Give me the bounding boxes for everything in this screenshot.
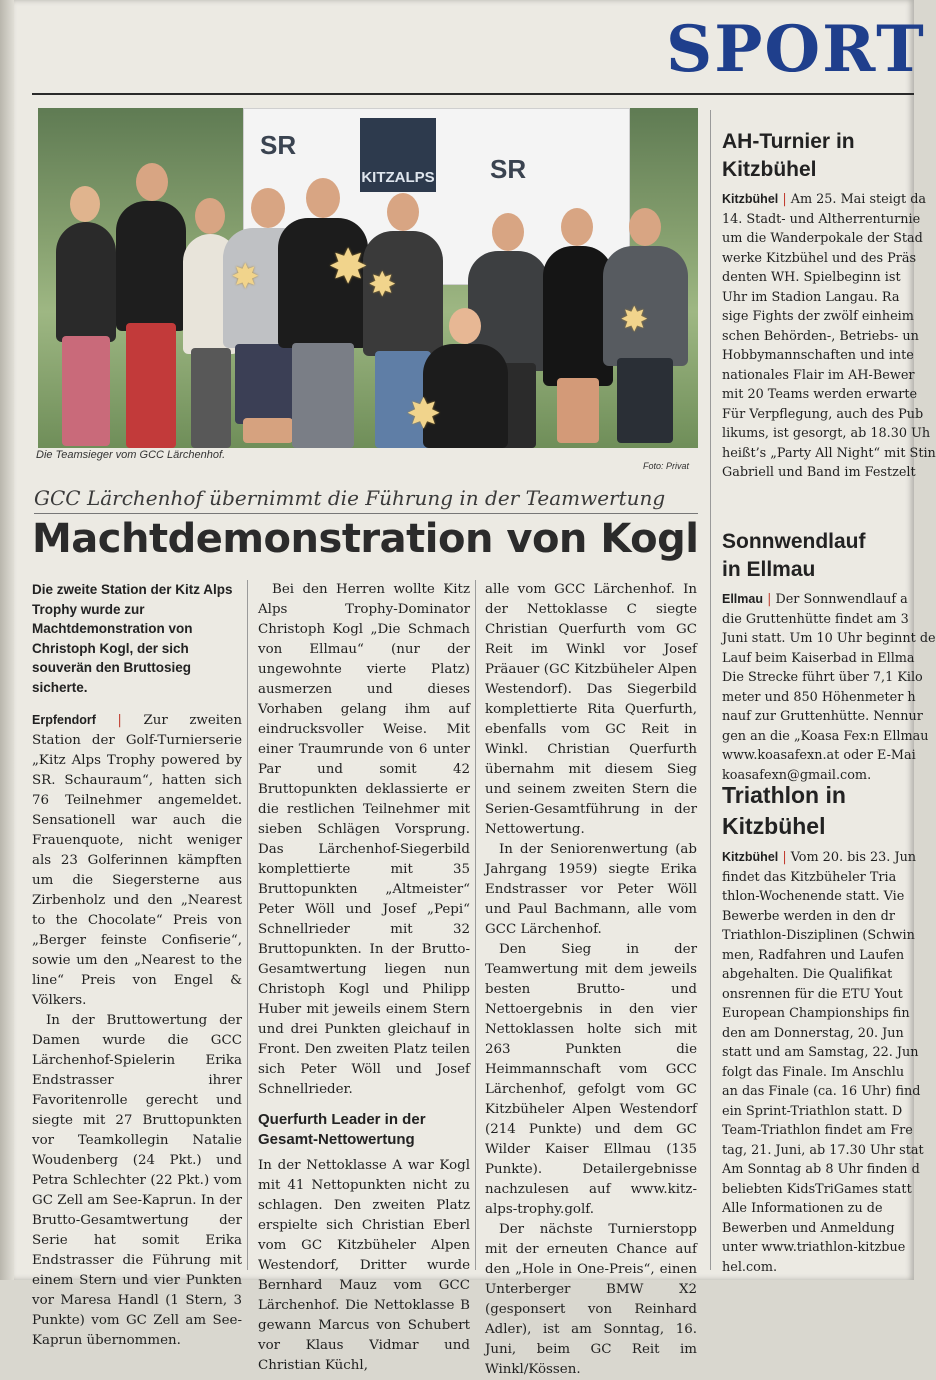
sidebar-line: Für Verpflegung, auch des Pub [722,406,924,422]
sidebar-line: Lauf beim Kaiserbad in Ellma [722,650,915,666]
sidebar-line: werke Kitzbühel und des Präs [722,250,917,266]
sidebar-line: findet das Kitzbüheler Tria [722,869,897,885]
sidebar-line: mit 20 Teams werden erwarte [722,387,918,402]
sidebar-line: likums, ist gesorgt, ab 18.30 Uh [722,426,931,441]
article-paragraph: alle vom GCC Lärchenhof. In der Nettoklasse C siegte Christian Querfurth vom GC Reit im Winkl vor Josef Präauer (GC Kitzbüheler Alpen Westendorf). Das Siegerbild komplettierte Rita Querfurth, ebenfalls vom GC Reit in Winkl. Christian Querfurth übernahm mit diesem Sieg und seinem zweiten Stern die Serien-Gesamtführung in der Nettowertung. [485,582,697,837]
sidebar-body [722,590,936,785]
person [116,163,186,448]
trophy-star-icon: ✸ [406,389,442,438]
sidebar-rule [710,110,711,1270]
sidebar-body [722,190,936,483]
article-subhead: Querfurth Leader in der Gesamt-Nettowertung [258,1111,426,1148]
sidebar-line: Kitzbühel | Vom 20. bis 23. Jun [722,850,917,865]
sidebar-line: an das Finale (ca. 16 Uhr) find [722,1084,921,1099]
sidebar-line: nationales Flair im AH-Bewer [722,367,915,383]
photo-caption: Die Teamsieger vom GCC Lärchenhof. [36,449,226,461]
article-lead: Die zweite Station der Kitz Alps Trophy wurde zur Machtdemonstration von Christoph Kogl, der sich souverän den Bruttosieg sicherte. [32,582,233,695]
article-paragraph: Bei den Herren wollte Kitz Alps Trophy-Dominator Christoph Kogl „Die Schmach von Ellmau“ (nur der ungewohnte vierte Platz) ausmerzen und dieses Vorhaben gelang ihm auf eindrucksvoller Weise. Mit einer Traumrunde von 6 unter Par und somit 42 Bruttopunkten deklassierte er die restlichen Teilnehmer mit sieben Schlägen Vorsprung. Das Lärchenhof-Siegerbild komplettierte mit 35 Bruttopunkten „Altmeister“ Peter Wöll und Josef „Pepi“ Schnellrieder mit 32 Bruttopunkten. In der Brutto-Gesamtwertung liegen nun Christoph Kogl und Philipp Huber mit jeweils einem Stern und drei Punkten gleichauf in Front. Den zweiten Platz teilen sich Peter Wöll und Josef Schnellrieder. [258,582,470,1097]
article-paragraph: Der nächste Turnierstopp mit der erneuten Chance auf den „Hole in One-Preis“, einen Unterberger BMW X2 (gesponsert von Reinhard Adler), ist am Sonntag, 16. Juni, beim GC Reit im Winkl/Kössen. [485,1222,697,1377]
sidebar-article-ah-turnier [722,128,936,483]
dateline: Kitzbühel [722,192,779,206]
sidebar-line: sige Fights der zwölf einheim [722,309,914,324]
team-photo [38,108,698,448]
sidebar-line: Juni statt. Um 10 Uhr beginnt de [722,631,936,646]
sidebar-line: Gabriell und Band im Festzelt [722,465,916,480]
sidebar-line: ein Sprint-Triathlon statt. D [722,1103,903,1119]
dateline: Erpfendorf [32,713,96,727]
sidebar-line: Uhr im Stadion Langau. Ra [722,289,900,305]
sidebar-line: nauf zur Gruttenhütte. Nennur [722,709,923,724]
sidebar-line: abgehalten. Die Qualifikat [722,967,893,982]
sidebar-line: thlon-Wochenende statt. Vie [722,889,905,904]
sidebar-line: Bewerbe werden in den dr [722,908,895,924]
article-paragraph: Den Sieg in der Teamwertung mit dem jeweils besten Brutto- und Nettoergebnis in den vier Nettoklassen holte sich mit 263 Punkten die Heimmannschaft vom GCC Lärchenhof, gefolgt vom GC Kitzbüheler Alpen Westendorf (214 Punkte) und dem GC Wilder Kaiser Ellmau (135 Punkte). Detailergebnisse nachzulesen auf www.kitz-alps-trophy.golf. [485,942,697,1217]
article-paragraph: In der Nettoklasse A war Kogl mit 41 Nettopunkten nicht zu schlagen. Den zweiten Platz erspielte sich Christian Eberl vom GC Kitzbüheler Alpen Westendorf, Dritter wurde Bernhard Mauz vom GCC Lärchenhof. Die Nettoklasse B gewann Marcus von Schubert vor Klaus Vidmar und Christian Küchl, [258,1158,470,1373]
sidebar-line: unter www.triathlon-kitzbue [722,1240,906,1255]
sidebar-line: beliebten KidsTriGames statt [722,1181,912,1197]
article-column-1 [32,580,242,1351]
sidebar-line: Bewerben und Anmeldung [722,1220,895,1236]
article-headline: Machtdemonstration von Kogl [32,516,699,562]
trophy-star-icon: ✸ [231,257,260,297]
column-rule [475,580,476,1270]
sidebar-line: Alle Informationen zu de [722,1201,883,1216]
sidebar-line: European Championships fin [722,1006,910,1021]
sidebar-line: Triathlon-Disziplinen (Schwin [722,928,915,943]
sidebar-line: 14. Stadt- und Altherrenturnie [722,211,921,227]
sidebar-line: Die Strecke führt über 7,1 Kilo [722,670,923,685]
article-kicker: GCC Lärchenhof übernimmt die Führung in der Teamwertung [34,486,666,510]
sidebar-line: Kitzbühel | Am 25. Mai steigt da [722,192,927,207]
person [278,178,368,448]
sr-logo: SR [260,130,297,160]
dateline: Ellmau [722,592,763,606]
page-fold [0,0,14,1280]
article-paragraph: In der Seniorenwertung (ab Jahrgang 1959) siegte Erika Endstrasser vor Peter Wöll und Paul Bachmann, alle vom GCC Lärchenhof. [485,842,697,937]
section-title: SPORT [666,12,926,87]
column-rule [247,580,248,1270]
trophy-star-icon: ✸ [620,300,649,340]
sidebar-article-sonnwendlauf [722,528,936,785]
sidebar-line: men, Radfahren und Laufen [722,947,905,963]
sidebar-line: Ellmau | Der Sonnwendlauf a [722,592,908,607]
sr-logo-2: SR [490,154,527,184]
sidebar-line: Hobbymannschaften und inte [722,348,914,363]
kitzalps-logo: KITZALPS [360,118,436,192]
sidebar-line: meter und 850 Höhenmeter h [722,689,916,705]
sidebar-line: hel.com. [722,1259,778,1275]
sidebar-line: gen an die „Koasa Fex:n Ellmau [722,728,929,744]
person [56,186,116,446]
sidebar-headline: Triathlon in Kitzbühel [722,782,846,839]
header-rule [32,93,914,95]
sidebar-line: onsrennen für die ETU Yout [722,986,903,1002]
trophy-star-icon: ✸ [368,265,397,305]
sidebar-line: die Gruttenhütte findet am 3 [722,611,909,627]
sidebar-article-triathlon [722,780,924,1277]
sidebar-line: tag, 21. Juni, ab 17.30 Uhr stat [722,1142,924,1158]
sidebar-line: um die Wanderpokale der Stad [722,231,923,246]
article-paragraph: In der Bruttowertung der Damen wurde die GCC Lärchenhof-Spielerin Erika Endstrasser ihrer Favoritenrolle gerecht und siegte mit 27 Bruttopunkten vor Teamkollegin Natalie Woudenberg (24 Pkt.) und Petra Schlechter (22 Pkt.) vom GC Zell am See-Kaprun. In der Brutto-Gesamtwertung der Serie hat somit Erika Endstrasser die Führung mit einem Stern und vier Punkten vor Maresa Handl (1 Stern, 3 Punkte) vom GC Zell am See-Kaprun übernommen. [32,1013,242,1348]
sidebar-line: heißt’s „Party All Night“ mit Stin [722,445,936,461]
photo-credit: Foto: Privat [643,461,690,471]
sidebar-headline: Sonnwendlauf in Ellmau [722,530,866,581]
trophy-star-icon: ✸ [328,239,369,295]
sidebar-body [722,848,924,1277]
sidebar-line: denten WH. Spielbeginn ist [722,270,901,285]
sidebar-line: folgt das Finale. Im Anschlu [722,1064,905,1080]
sidebar-line: www.koasafexn.at oder E-Mai [722,748,916,763]
sidebar-line: den am Donnerstag, 20. Jun [722,1025,904,1041]
sidebar-line: Team-Triathlon findet am Fre [722,1123,913,1138]
article-paragraph: Erpfendorf | Zur zweiten Station der Golf-Turnierserie „Kitz Alps Trophy powered by SR. Schauraum“, hatten sich 76 Teilnehmer angemeldet. Sensationell war auch die Frauenquote, nicht weniger als 23 Golferinnen kämpften um die Siegersterne aus Zirbenholz und den „Nearest to the Chocolate“ Preis von „Berger feinste Confiserie“, sowie um den „Nearest to the line“ Preis von Engel & Völkers. [32,713,242,1008]
sidebar-line: Am Sonntag ab 8 Uhr finden d [722,1162,920,1177]
sidebar-headline: AH-Turnier in Kitzbühel [722,130,855,181]
kicker-rule [34,513,698,514]
sidebar-line: koasafexn@gmail.com. [722,767,872,783]
sidebar-line: statt und am Samstag, 22. Jun [722,1045,919,1060]
article-column-2 [258,580,470,1376]
dateline: Kitzbühel [722,850,779,864]
sidebar-line: schen Behörden-, Betriebs- un [722,328,919,344]
article-column-3 [485,580,697,1380]
